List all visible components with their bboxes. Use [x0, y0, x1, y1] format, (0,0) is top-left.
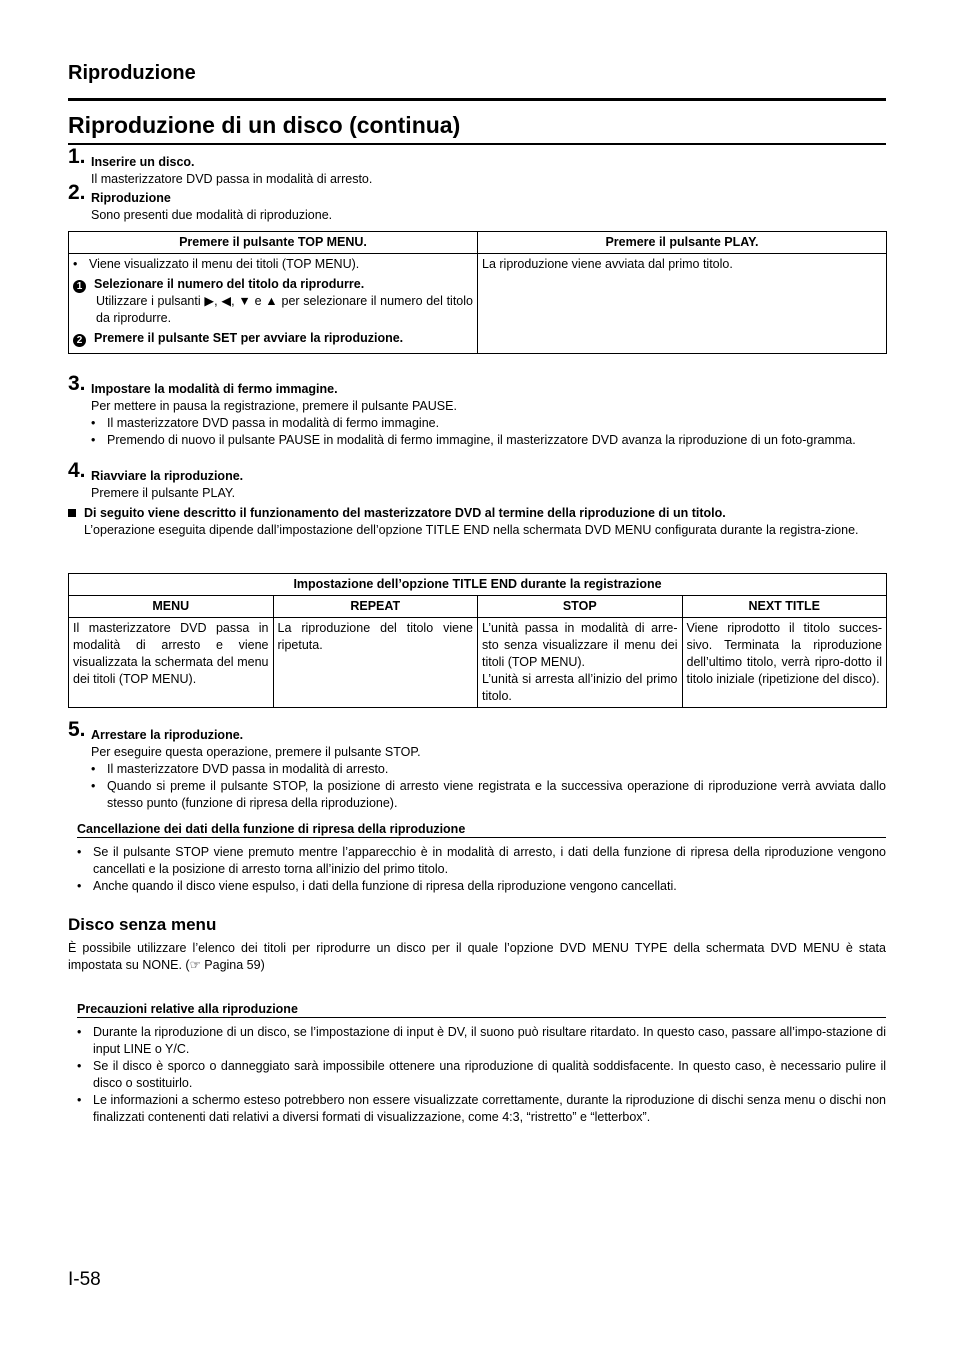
table-cell-top-menu	[69, 254, 478, 354]
list-item: • Durante la riproduzione di un disco, se l’impostazione di input è DV, il suono può risultare ritardato. In questo caso, passare all’impo-stazione di input LINE o Y/C.	[77, 1024, 886, 1058]
step-number: 3.	[68, 372, 86, 395]
number-1-icon: 1	[73, 280, 86, 293]
left-arrow-icon: ◀	[221, 294, 232, 308]
list-item: • Il masterizzatore DVD passa in modalità di fermo immagine.	[91, 415, 886, 432]
playback-modes-table	[68, 231, 887, 354]
disco-text: È possibile utilizzare l’elenco dei titoli per riprodurre un disco per il quale l’opzione DVD MENU TYPE della schermata DVD MENU è stata impostata su NONE. (☞ Pagina 59)	[68, 941, 886, 972]
list-item: • Premendo di nuovo il pulsante PAUSE in modalità di fermo immagine, il masterizzatore DVD avanza la riproduzione di un foto-gramma.	[91, 432, 886, 449]
table-header: STOP	[478, 596, 683, 618]
step-content	[91, 398, 886, 449]
step-title: Riavviare la riproduzione.	[91, 469, 244, 483]
list-item: • Se il pulsante STOP viene premuto mentre l’apparecchio è in modalità di arresto, i dati della funzione di ripresa della riproduzione vengono cancellati e la posizione di arresto torna all’inizio del primo titolo.	[77, 844, 886, 878]
heading-rule	[68, 98, 886, 101]
up-arrow-icon: ▲	[265, 294, 278, 308]
list-item: • Anche quando il disco viene espulso, i dati della funzione di ripresa della riproduzione vengono cancellati.	[77, 878, 886, 895]
square-bullet-icon	[68, 509, 76, 517]
table-cell: Il masterizzatore DVD passa in modalità di arresto e viene visualizzata la schermata del menu dei titoli (TOP MENU).	[69, 618, 274, 708]
step-text: Per mettere in pausa la registrazione, premere il pulsante PAUSE.	[91, 399, 457, 413]
step-text: Sono presenti due modalità di riproduzione.	[91, 208, 333, 222]
cancel-list	[77, 844, 886, 895]
table-cell: La riproduzione del titolo viene ripetuta.	[273, 618, 478, 708]
section-heading: Riproduzione	[68, 62, 196, 84]
step-title: Arrestare la riproduzione.	[91, 728, 244, 742]
step-title: Impostare la modalità di fermo immagine.	[91, 382, 338, 396]
table-header: Premere il pulsante TOP MENU.	[69, 232, 478, 254]
step-content	[91, 744, 886, 812]
list-item: • Le informazioni a schermo esteso potrebbero non essere visualizzate correttamente, durante la riproduzione di dischi senza menu o dischi non finalizzati contenenti dati relativi a diversi formati di visualizzazione, come 4:3, “ristretto” e “letterbox”.	[77, 1092, 886, 1126]
step-number: 4.	[68, 459, 86, 482]
list-item: • Se il disco è sporco o danneggiato sarà impossibile ottenere una riproduzione di qualità soddisfacente. In questo caso, è necessario pulire il disco o sostituirlo.	[77, 1058, 886, 1092]
step-text: Per eseguire questa operazione, premere il pulsante STOP.	[91, 745, 421, 759]
down-arrow-icon: ▼	[238, 294, 251, 308]
list-item: • Il masterizzatore DVD passa in modalità di arresto.	[91, 761, 886, 778]
step-title: Riproduzione	[91, 191, 171, 205]
step-number: 2.	[68, 181, 86, 204]
note-text: L’operazione eseguita dipende dall’impostazione dell’opzione TITLE END nella schermata DVD MENU configurata durante la registra-zione.	[84, 523, 859, 537]
table-caption: Impostazione dell’opzione TITLE END durante la registrazione	[69, 574, 887, 596]
table-header: Premere il pulsante PLAY.	[478, 232, 887, 254]
page-title: Riproduzione di un disco (continua)	[68, 112, 461, 138]
title-end-table	[68, 573, 887, 708]
list-item: 1 Selezionare il numero del titolo da riprodurre.	[73, 276, 473, 293]
precautions-heading: Precauzioni relative alla riproduzione	[77, 1002, 886, 1018]
step-text: Premere il pulsante PLAY.	[91, 486, 236, 500]
right-arrow-icon: ▶	[204, 294, 215, 308]
disco-heading: Disco senza menu	[68, 915, 217, 934]
list-item: • Quando si preme il pulsante STOP, la posizione di arresto viene registrata e la successiva operazione di riproduzione verrà avviata dallo stesso punto (funzione di ripresa della riproduzione).	[91, 778, 886, 812]
cancel-heading: Cancellazione dei dati della funzione di ripresa della riproduzione	[77, 822, 886, 838]
table-header: MENU	[69, 596, 274, 618]
title-rule	[68, 143, 886, 145]
page-number: I-58	[68, 1269, 101, 1290]
step-title: Inserire un disco.	[91, 155, 195, 169]
table-header: REPEAT	[273, 596, 478, 618]
table-cell: Viene riprodotto il titolo succes-sivo. Terminata la riproduzione dell’ultimo titolo, verrà ripro-dotto il titolo iniziale (ripetizione del disco).	[682, 618, 887, 708]
step-text: Il masterizzatore DVD passa in modalità di arresto.	[91, 172, 373, 186]
list-item-text: Utilizzare i pulsanti ▶, ◀, ▼ e ▲ per selezionare il numero del titolo da riprodurre.	[96, 294, 473, 325]
list-item: • Viene visualizzato il menu dei titoli (TOP MENU).	[73, 256, 473, 273]
table-cell-play: La riproduzione viene avviata dal primo titolo.	[478, 254, 887, 354]
number-2-icon: 2	[73, 334, 86, 347]
table-cell: L’unità passa in modalità di arre-sto senza visualizzare il menu dei titoli (TOP MENU). L’unità si arresta all’inizio del primo titolo.	[478, 618, 683, 708]
step-number: 1.	[68, 145, 86, 168]
precautions-list	[77, 1024, 886, 1126]
page-reference-icon: ☞	[189, 958, 201, 972]
step-number: 5.	[68, 718, 86, 741]
title-end-note	[68, 505, 886, 539]
note-title: Di seguito viene descritto il funzionamento del masterizzatore DVD al termine della riproduzione di un titolo.	[68, 505, 886, 522]
list-item: 2 Premere il pulsante SET per avviare la riproduzione.	[73, 330, 473, 347]
table-header: NEXT TITLE	[682, 596, 887, 618]
